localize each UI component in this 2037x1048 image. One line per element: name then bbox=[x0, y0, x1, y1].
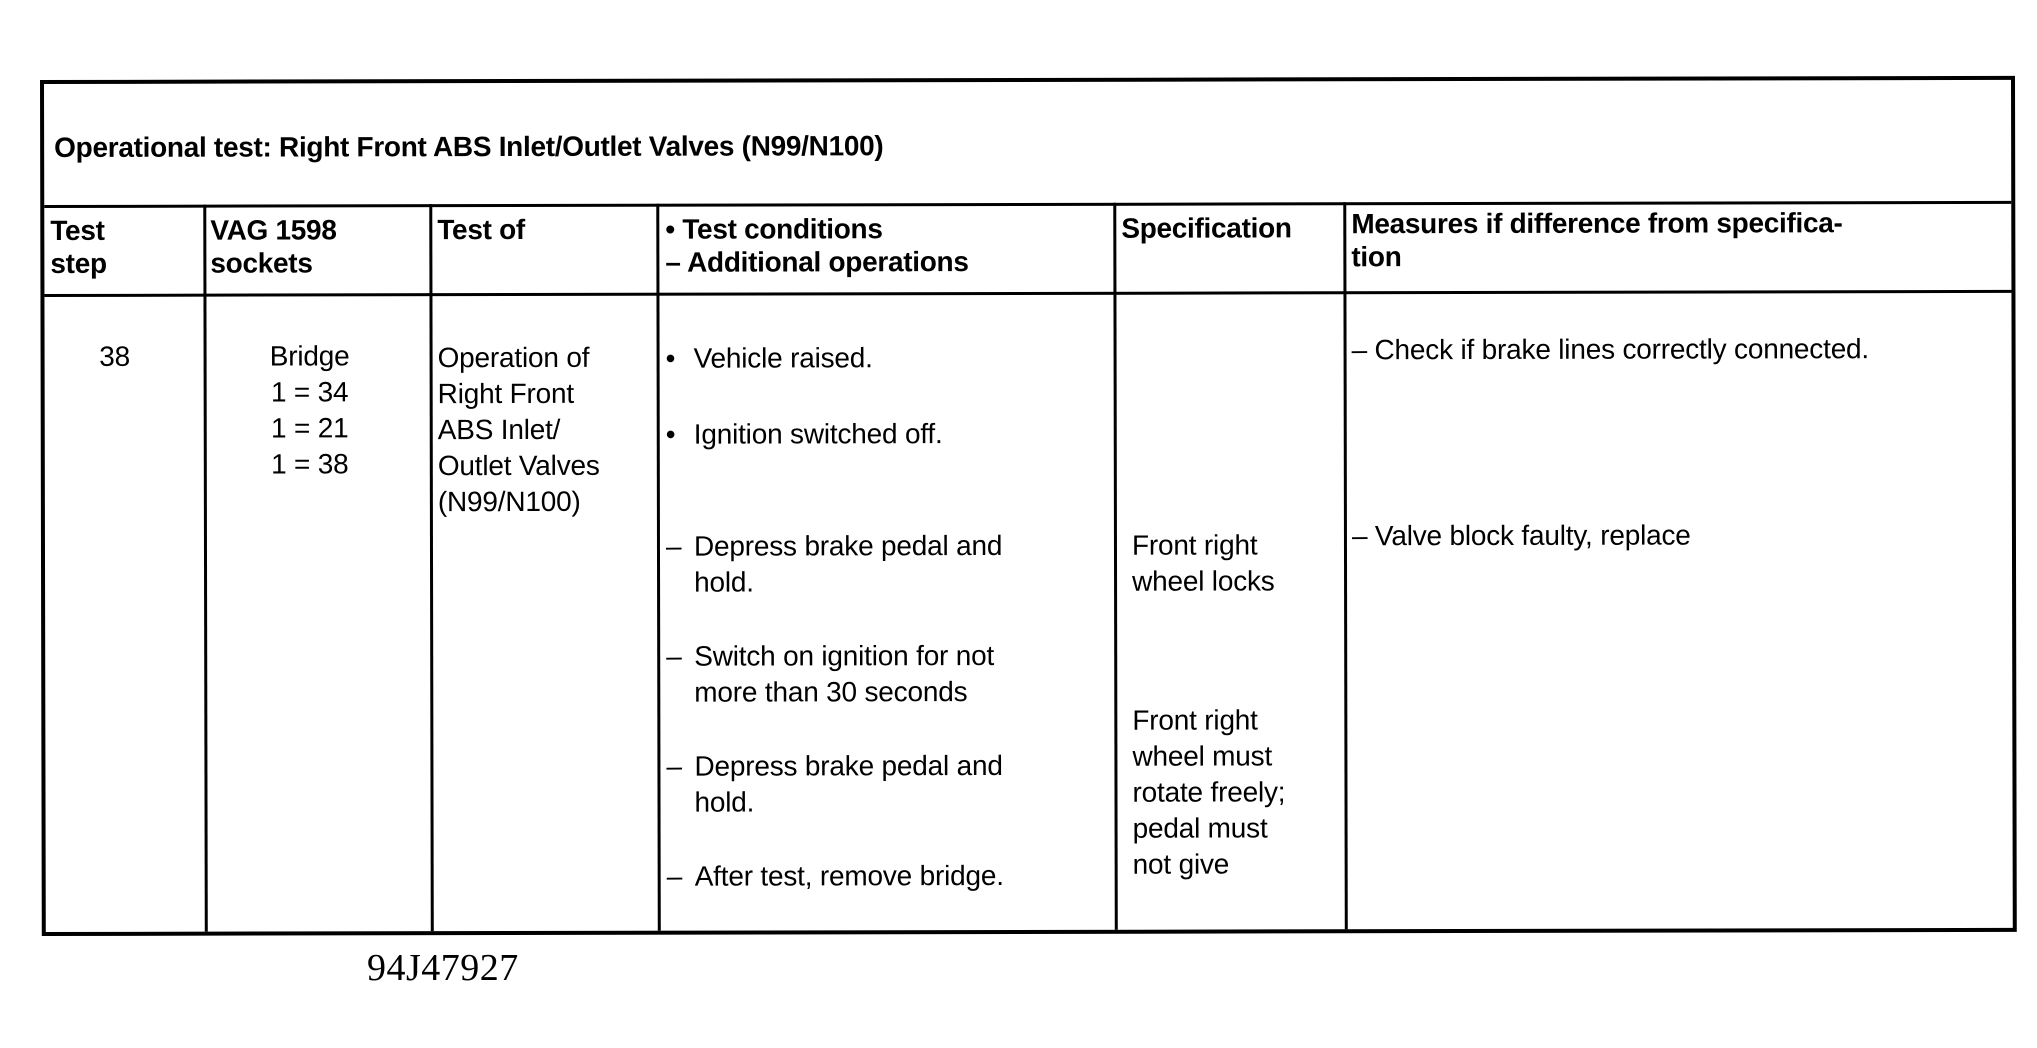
condition-item: • Vehicle raised. bbox=[665, 342, 873, 374]
sockets-value: Bridge 1 = 34 1 = 21 1 = 38 bbox=[269, 340, 350, 480]
measure-item: – Check if brake lines correctly connected. bbox=[1351, 333, 1870, 366]
test-step-value: 38 bbox=[99, 340, 130, 372]
specification-value: Front right wheel locks bbox=[1131, 529, 1275, 597]
specification-value: Front right wheel must rotate freely; pedal must not give bbox=[1132, 704, 1286, 880]
column-divider bbox=[656, 204, 661, 931]
condition-item: – Switch on ignition for not more than 30 seconds bbox=[666, 640, 995, 708]
header-test-step: Test step bbox=[50, 214, 107, 279]
column-divider bbox=[1343, 202, 1348, 929]
test-table bbox=[40, 76, 2017, 936]
column-divider bbox=[429, 204, 434, 931]
column-divider bbox=[203, 205, 208, 932]
table-title-bar bbox=[44, 80, 2011, 208]
condition-item: – After test, remove bridge. bbox=[666, 859, 1004, 892]
header-measures: Measures if difference from specifica- tion bbox=[1351, 207, 1843, 273]
header-sockets: VAG 1598 sockets bbox=[210, 214, 337, 279]
condition-item: – Depress brake pedal and hold. bbox=[665, 529, 1003, 598]
header-conditions: • Test conditions – Additional operations bbox=[665, 213, 969, 278]
condition-item: – Depress brake pedal and hold. bbox=[666, 749, 1003, 818]
header-specification: Specification bbox=[1121, 212, 1292, 244]
measure-item: – Valve block faulty, replace bbox=[1351, 519, 1691, 552]
table-title: Operational test: Right Front ABS Inlet/Outlet Valves (N99/N100) bbox=[54, 130, 884, 163]
column-divider bbox=[1113, 203, 1118, 930]
figure-number: 94J47927 bbox=[367, 947, 519, 989]
test-of-value: Operation of Right Front ABS Inlet/ Outlet Valves (N99/N100) bbox=[437, 341, 600, 518]
condition-item: • Ignition switched off. bbox=[665, 418, 943, 450]
header-test-of: Test of bbox=[437, 213, 525, 246]
